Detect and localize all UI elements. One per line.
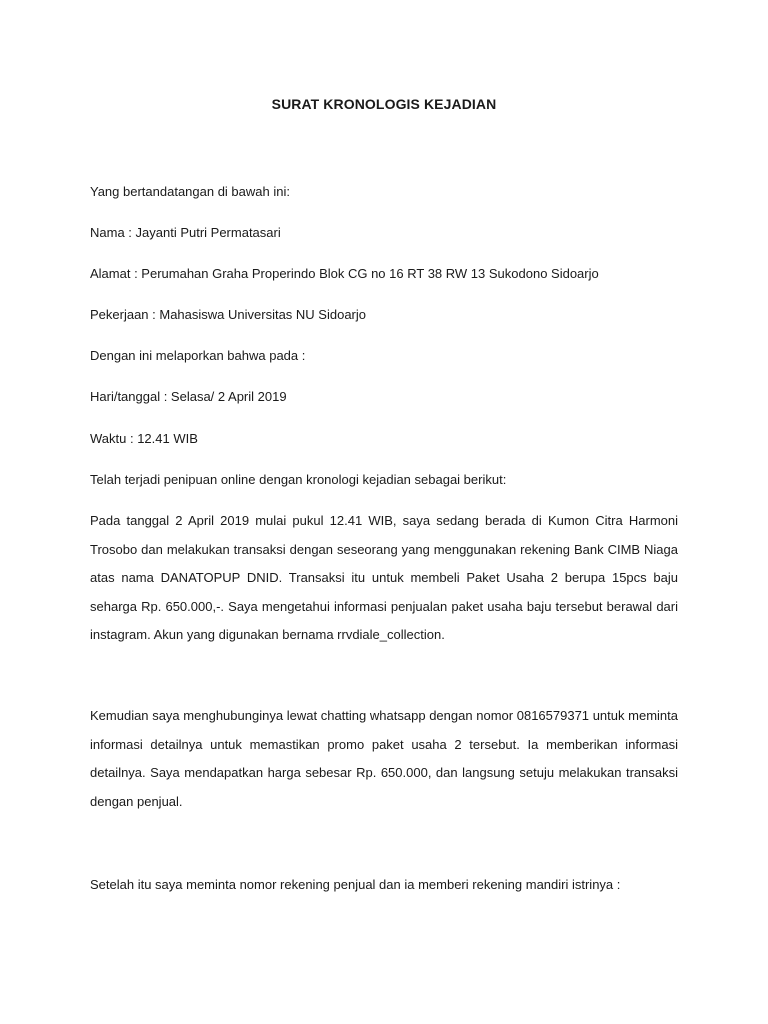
statement-line: Telah terjadi penipuan online dengan kronologi kejadian sebagai berikut: <box>90 472 507 487</box>
intro-line: Yang bertandatangan di bawah ini: <box>90 184 290 199</box>
report-intro-line: Dengan ini melaporkan bahwa pada : <box>90 348 306 363</box>
field-pekerjaan: Pekerjaan : Mahasiswa Universitas NU Sidoarjo <box>90 307 367 322</box>
field-nama: Nama : Jayanti Putri Permatasari <box>90 225 281 240</box>
waktu-line: Waktu : 12.41 WIB <box>90 431 198 446</box>
paragraph-chronology-3: Setelah itu saya meminta nomor rekening penjual dan ia memberi rekening mandiri istrinya : <box>90 877 621 892</box>
paragraph-chronology-2: Kemudian saya menghubunginya lewat chatting whatsapp dengan nomor 0816579371 untuk meminta informasi detailnya untuk memastikan promo paket usaha 2 tersebut. Ia memberikan informasi detailnya. Saya mendapatkan harga sebesar Rp. 650.000, dan langsung setuju melakukan transaksi dengan penjual. <box>90 708 678 809</box>
paragraph-chronology-1: Pada tanggal 2 April 2019 mulai pukul 12.41 WIB, saya sedang berada di Kumon Citra Harmoni Trosobo dan melakukan transaksi dengan seseorang yang menggunakan rekening Bank CIMB Niaga atas nama DANATOPUP DNID. Transaksi itu untuk membeli Paket Usaha 2 berupa 15pcs baju seharga Rp. 650.000,-. Saya mengetahui informasi penjualan paket usaha baju tersebut berawal dari instagram. Akun yang digunakan bernama rrvdiale_collection. <box>90 513 678 642</box>
hari-tanggal-line: Hari/tanggal : Selasa/ 2 April 2019 <box>90 389 287 404</box>
document-title: SURAT KRONOLOGIS KEJADIAN <box>271 96 497 112</box>
field-alamat: Alamat : Perumahan Graha Properindo Blok CG no 16 RT 38 RW 13 Sukodono Sidoarjo <box>90 266 599 281</box>
